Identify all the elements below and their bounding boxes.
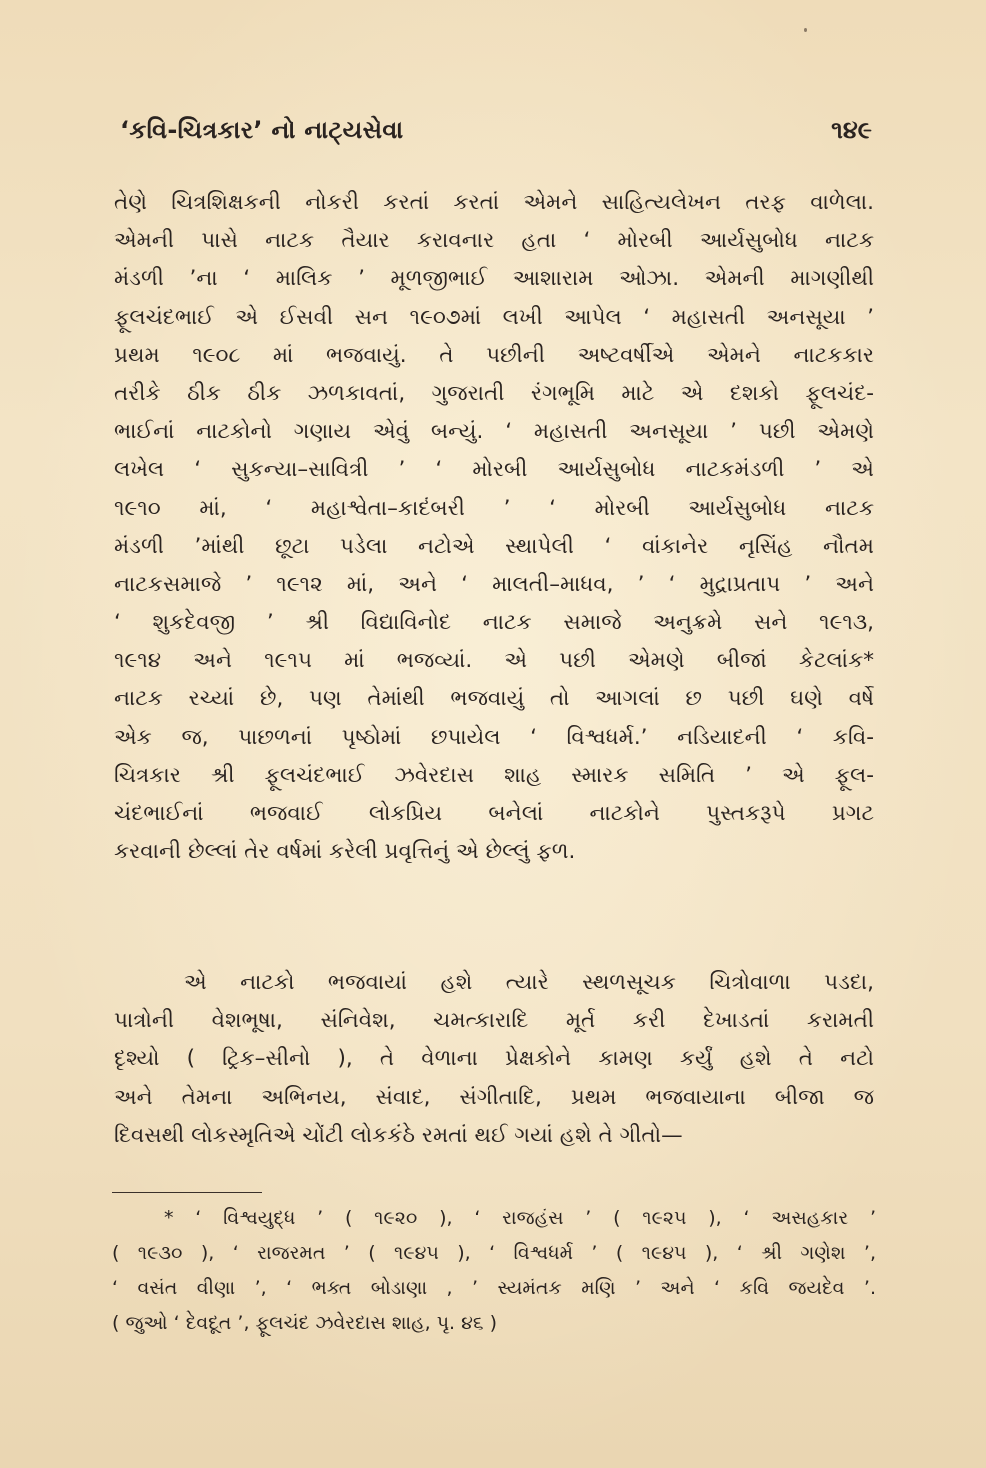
text-line: ચિત્રકાર શ્રી ફૂલચંદભાઈ ઝવેરદાસ શાહ સ્મારક સમિતિ ’ એ ફૂલ- xyxy=(114,762,874,788)
footnote-line: ( જુઓ ‘ દેવદૂત ’, ફૂલચંદ ઝવેરદાસ શાહ, પૃ. ૪૬ ) xyxy=(112,1312,498,1334)
text-line: મંડળી ’ના ‘ માલિક ’ મૂળજીભાઈ આશારામ ઓઝા. એમની માગણીથી xyxy=(114,266,874,292)
text-line: કરવાની છેલ્લાં તેર વર્ષમાં કરેલી પ્રવૃત્તિનું એ છેલ્લું ફળ. xyxy=(114,839,576,865)
paragraph-2 xyxy=(114,964,874,1155)
text-line: ‘ શુકદેવજી ’ શ્રી વિદ્યાવિનોદ નાટક સમાજે અનુક્રમે સને ૧૯૧૩, xyxy=(114,610,874,636)
footnote-line: ‘ વસંત વીણા ’, ‘ ભક્ત બોડાણા , ’ સ્યમંતક મણિ ’ અને ‘ કવિ જયદેવ ’. xyxy=(112,1277,876,1299)
text-line: ભાઈનાં નાટકોનો ગણાય એવું બન્યું. ‘ મહાસતી અનસૂયા ’ પછી એમણે xyxy=(114,419,874,445)
running-header xyxy=(120,116,872,156)
paragraph-1 xyxy=(114,184,874,871)
text-line: ફૂલચંદભાઈ એ ઈસવી સન ૧૯૦૭માં લખી આપેલ ‘ મહાસતી અનસૂયા ’ xyxy=(114,304,874,330)
text-line: નાટક રચ્યાં છે, પણ તેમાંથી ભજવાયું તો આગલાં છ પછી ઘણે વર્ષે xyxy=(114,686,874,712)
text-line: મંડળી ’માંથી છૂટા પડેલા નટોએ સ્થાપેલી ‘ વાંકાનેર નૃસિંહ નૌતમ xyxy=(114,533,874,559)
text-line: તરીકે ઠીક ઠીક ઝળકાવતાં, ગુજરાતી રંગભૂમિ માટે એ દશકો ફૂલચંદ- xyxy=(114,380,874,406)
paper-speck xyxy=(804,28,807,32)
text-line: દૃશ્યો ( ટ્રિક–સીનો ), તે વેળાના પ્રેક્ષકોને કામણ કર્યું હશે તે નટો xyxy=(114,1046,874,1072)
text-line: ચંદભાઈનાં ભજવાઈ લોકપ્રિય બનેલાં નાટકોને પુસ્તકરૂપે પ્રગટ xyxy=(114,801,874,826)
text-line: અને તેમના અભિનય, સંવાદ, સંગીતાદિ, પ્રથમ ભજવાયાના બીજા જ xyxy=(114,1084,874,1110)
text-line: લખેલ ‘ સુકન્યા–સાવિત્રી ’ ‘ મોરબી આર્યસુબોધ નાટકમંડળી ’ એ xyxy=(114,457,874,483)
footnote-rule xyxy=(112,1192,262,1194)
text-line: પ્રથમ ૧૯૦૮ માં ભજવાયું. તે પછીની અષ્ટવર્ષીએ એમને નાટકકાર xyxy=(114,342,874,368)
text-line: તેણે ચિત્રશિક્ષકની નોકરી કરતાં કરતાં એમને સાહિત્યલેખન તરફ વાળેલા. xyxy=(114,190,874,215)
text-line: પાત્રોની વેશભૂષા, સંનિવેશ, ચમત્કારાદિ મૂર્ત કરી દેખાડતાં કરામતી xyxy=(114,1008,874,1034)
text-line: એ નાટકો ભજવાયાં હશે ત્યારે સ્થળસૂચક ચિત્રોવાળા પડદા, xyxy=(184,970,874,995)
text-line: દિવસથી લોકસ્મૃતિએ ચોંટી લોકકંઠે રમતાં થઈ ગયાં હશે તે ગીતો— xyxy=(114,1122,683,1148)
footnote-line: ( ૧૯૩૦ ), ‘ રાજરમત ’ ( ૧૯૪૫ ), ‘ વિશ્વધર્મ ’ ( ૧૯૪૫ ), ‘ શ્રી ગણેશ ’, xyxy=(112,1242,876,1264)
footnote-line: * ‘ વિશ્વયુદ્ધ ’ ( ૧૯૨૦ ), ‘ રાજહંસ ’ ( ૧૯૨૫ ), ‘ અસહકાર ’ xyxy=(164,1207,876,1229)
text-line: ૧૯૧૪ અને ૧૯૧૫ માં ભજવ્યાં. એ પછી એમણે બીજાં કેટલાંક* xyxy=(114,648,874,674)
running-title: ‘કવિ-ચિત્રકાર’ નો નાટ્યસેવા xyxy=(120,116,404,144)
footnote xyxy=(112,1201,876,1341)
text-line: એક જ, પાછળનાં પૃષ્ઠોમાં છપાયેલ ‘ વિશ્વધર્મ.’ નડિયાદની ‘ કવિ- xyxy=(114,724,874,750)
text-line: એમની પાસે નાટક તૈયાર કરાવનાર હતા ‘ મોરબી આર્યસુબોધ નાટક xyxy=(114,228,874,254)
text-line: નાટકસમાજે ’ ૧૯૧૨ માં, અને ‘ માલતી–માધવ, ’ ‘ મુદ્રાપ્રતાપ ’ અને xyxy=(114,571,874,597)
text-line: ૧૯૧૦ માં, ‘ મહાશ્વેતા–કાદંબરી ’ ‘ મોરબી આર્યસુબોધ નાટક xyxy=(114,495,874,521)
page-number: ૧૪૯ xyxy=(831,116,872,144)
